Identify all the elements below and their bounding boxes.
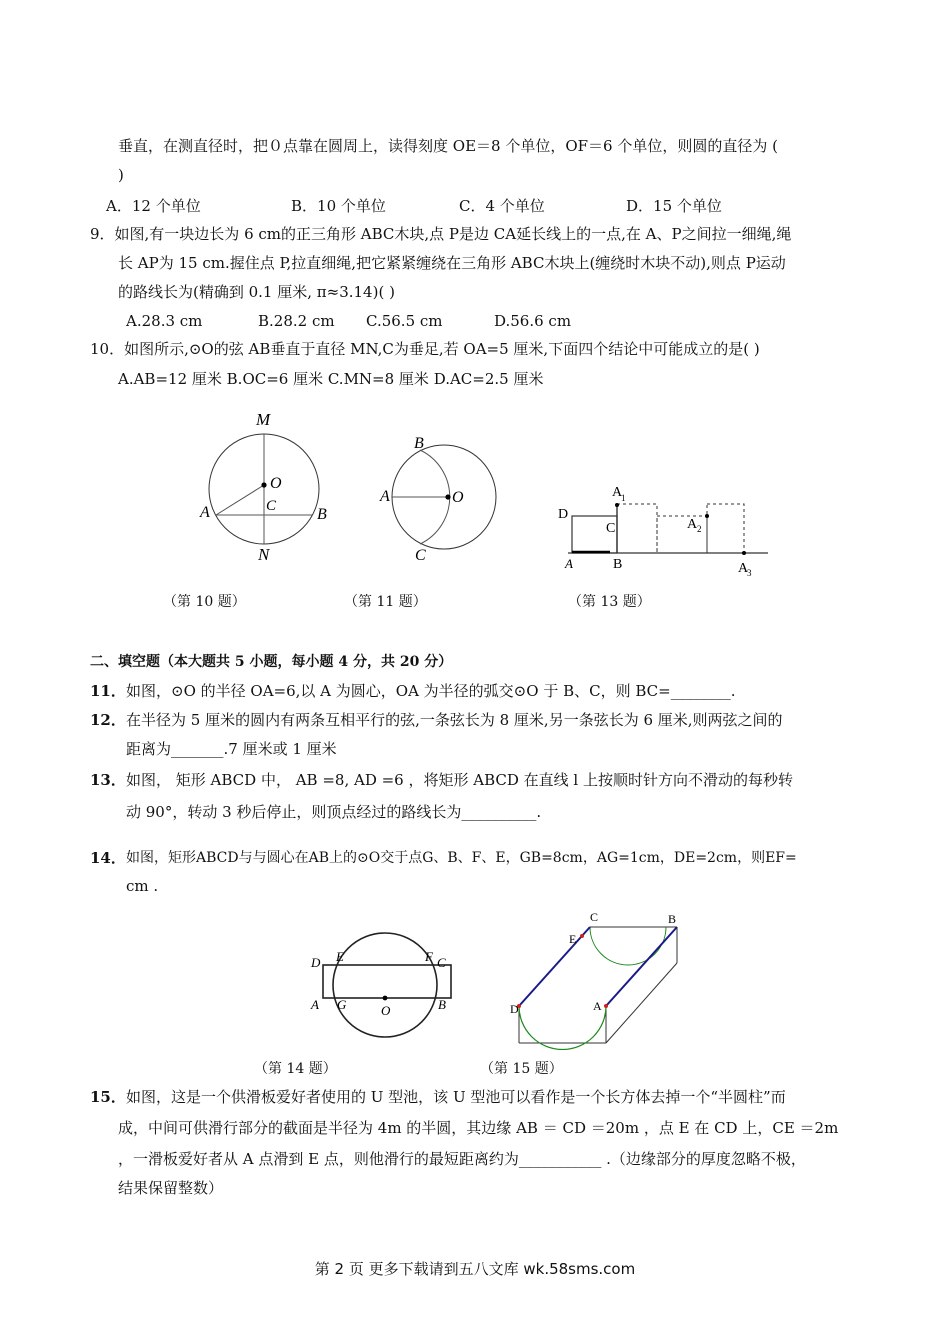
- fig13-label-d: D: [558, 507, 569, 522]
- fig15-label-e: E: [569, 932, 577, 946]
- fig14-label-c: C: [437, 955, 446, 970]
- fig13-label-a: A: [565, 556, 573, 571]
- fig10-label-a: A: [200, 504, 210, 521]
- fig13-label-a1-sub: 1: [621, 493, 626, 503]
- q9-option-d: D.56.6 cm: [494, 312, 572, 330]
- page-footer: 第 2 页 更多下载请到五八文库 wk.58sms.com: [314, 1260, 636, 1278]
- q8-option-b: B．10 个单位: [291, 197, 386, 215]
- fig13-point-a1: [615, 503, 619, 507]
- q11-text: 如图，⊙O 的半径 OA=6,以 A 为圆心，OA 为半径的弧交⊙O 于 B、C，则 BC=________.: [126, 682, 736, 700]
- fig10-label-b: B: [317, 506, 327, 523]
- q15-line4: 结果保留整数）: [118, 1179, 224, 1197]
- fig10-label-m: M: [256, 410, 271, 429]
- fig11-label-a: A: [380, 488, 390, 505]
- fig15-label-a: A: [593, 999, 602, 1013]
- fig14-label-d: D: [311, 955, 321, 970]
- fig11-caption: （第 11 题）: [344, 594, 427, 610]
- fig14-circle: [333, 933, 437, 1037]
- fig15-caption: （第 15 题）: [480, 1061, 563, 1077]
- figure-11: [370, 430, 510, 570]
- q14-line1: 如图，矩形ABCD与与圆心在AB上的⊙O交于点G、B、F、E，GB=8cm，AG=1cm，DE=2cm，则EF=: [126, 850, 797, 866]
- section2-title: 二、填空题（本大题共 5 小题，每小题 4 分，共 20 分）: [90, 654, 453, 670]
- q14-number: 14．: [90, 849, 126, 867]
- q15-line2: 成，中间可供滑行部分的截面是半径为 4m 的半圆，其边缘 AB ＝ CD ＝20m ，点 E 在 CD 上，CE ＝2m: [118, 1119, 839, 1137]
- fig13-label-b: B: [613, 557, 623, 572]
- fig13-point-a2: [705, 514, 709, 518]
- fig10-label-o: O: [270, 475, 282, 492]
- q13-number: 13．: [90, 771, 126, 789]
- q9-option-c: C.56.5 cm: [366, 312, 443, 330]
- q8-option-c: C．4 个单位: [459, 197, 545, 215]
- fig13-rect-second: [617, 504, 657, 553]
- fig14-center-point: [383, 996, 388, 1001]
- q15-number: 15．: [90, 1088, 126, 1106]
- q12-number: 12．: [90, 711, 126, 729]
- fig14-label-g: G: [337, 997, 347, 1012]
- fig13-label-a2-sub: 2: [697, 524, 702, 534]
- fig13-label-c: C: [606, 521, 616, 536]
- fig11-label-o: O: [452, 489, 464, 506]
- fig14-label-o: O: [381, 1003, 391, 1018]
- q10-line1: 10．如图所示,⊙O的弦 AB垂直于直径 MN,C为垂足,若 OA=5 厘米,下面四个结论中可能成立的是( ): [90, 340, 760, 358]
- fig14-rectangle: [323, 965, 451, 998]
- q8-option-a: A．12 个单位: [106, 197, 201, 215]
- fig13-rect-third: [657, 516, 707, 553]
- fig13-label-a1: A: [612, 485, 623, 500]
- q15-line1: 如图，这是一个供滑板爱好者使用的 U 型池，该 U 型池可以看作是一个长方体去掉一个“半圆柱”而: [126, 1088, 786, 1106]
- fig11-label-b: B: [414, 435, 424, 452]
- fig10-label-c: C: [266, 498, 277, 514]
- fig15-arc-far: [590, 927, 666, 965]
- q12-line2: 距离为_______.7 厘米或 1 厘米: [126, 740, 337, 758]
- q12-line1: 在半径为 5 厘米的圆内有两条互相平行的弦,一条弦长为 8 厘米,另一条弦长为 6 厘米,则两弦之间的: [126, 711, 783, 729]
- fig14-label-a: A: [311, 997, 319, 1012]
- fig15-edge-ab: [606, 927, 677, 1006]
- q9-line3: 的路线长为(精确到 0.1 厘米, π≈3.14)( ): [118, 283, 395, 301]
- fig15-point-e: [580, 934, 584, 938]
- fig10-label-n: N: [258, 545, 270, 564]
- fig14-label-f: F: [425, 949, 433, 964]
- fig15-edge-bottom-right: [606, 963, 677, 1043]
- fig11-center-point: [445, 494, 450, 499]
- q9-option-b: B.28.2 cm: [258, 312, 335, 330]
- fig13-label-a3: A: [738, 561, 749, 576]
- q11-number: 11．: [90, 682, 126, 700]
- q14-line2: cm .: [126, 877, 159, 895]
- q10-options: A.AB=12 厘米 B.OC=6 厘米 C.MN=8 厘米 D.AC=2.5 厘米: [118, 370, 544, 388]
- figure-15: [505, 908, 695, 1050]
- fig14-label-e: E: [336, 949, 344, 964]
- fig13-rect-fourth: [707, 504, 744, 553]
- q8-line2: ): [118, 166, 124, 184]
- fig14-caption: （第 14 题）: [254, 1061, 337, 1077]
- fig13-label-a2: A: [687, 517, 698, 532]
- fig15-label-b: B: [668, 912, 677, 926]
- fig11-label-c: C: [415, 547, 426, 564]
- q15-line3: ，一滑板爱好者从 A 点滑到 E 点，则他滑行的最短距离约为___________ .（边缘部分的厚度忽略不极，: [118, 1150, 806, 1168]
- figure-14: [305, 925, 465, 1045]
- fig13-point-a3: [742, 551, 746, 555]
- fig10-radius-oa: [216, 485, 264, 515]
- fig15-label-d: D: [510, 1002, 519, 1016]
- figure-13: [550, 478, 780, 583]
- q9-line1: 9．如图,有一块边长为 6 cm的正三角形 ABC木块,点 P是边 CA延长线上的一点,在 A、P之间拉一细绳,绳: [90, 225, 792, 243]
- q9-option-a: A.28.3 cm: [126, 312, 203, 330]
- fig15-point-a: [604, 1004, 608, 1008]
- q13-line1: 如图， 矩形 ABCD 中， AB =8, AD =6 ，将矩形 ABCD 在直线 l 上按顺时针方向不滑动的每秒转: [126, 771, 793, 789]
- q13-line2: 动 90°，转动 3 秒后停止，则顶点经过的路线长为__________.: [126, 803, 542, 821]
- fig14-label-b: B: [438, 997, 446, 1012]
- fig15-edge-dc: [519, 927, 590, 1006]
- q8-option-d: D．15 个单位: [626, 197, 722, 215]
- fig10-center-point: [261, 482, 266, 487]
- fig13-label-a3-sub: 3: [747, 568, 752, 578]
- q9-line2: 长 AP为 15 cm.握住点 P,拉直细绳,把它紧紧缠绕在三角形 ABC木块上(缠绕时木块不动),则点 P运动: [118, 254, 786, 272]
- figure-10: [190, 405, 340, 565]
- fig10-caption: （第 10 题）: [163, 594, 246, 610]
- fig15-label-c: C: [590, 910, 599, 924]
- q8-line1: 垂直，在测直径时，把０点靠在圆周上，读得刻度 OE＝8 个单位，OF＝6 个单位，则圆的直径为 (: [118, 137, 778, 155]
- fig13-caption: （第 13 题）: [568, 594, 651, 610]
